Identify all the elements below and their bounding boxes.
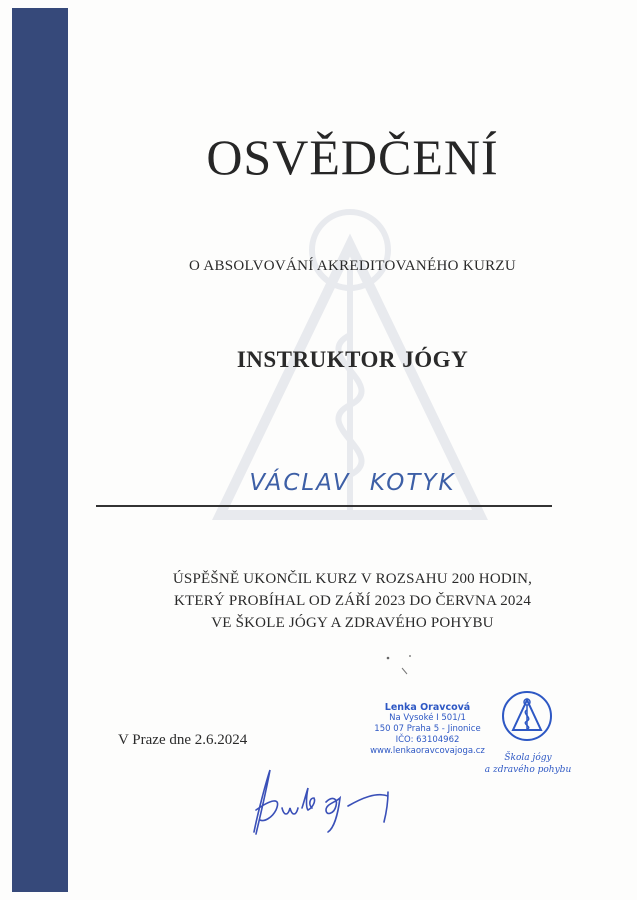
stamp-city: 150 07 Praha 5 - Jinonice (374, 724, 481, 734)
completion-statement (68, 568, 637, 634)
stamp-caption (482, 752, 574, 776)
statement-line: ÚSPĚŠNĚ UKONČIL KURZ V ROZSAHU 200 HODIN, (172, 571, 533, 587)
stamp-address (360, 702, 495, 757)
certificate-title: OSVĚDČENÍ (206, 129, 499, 185)
stamp-ico: IČO: 63104962 (395, 735, 460, 745)
stamp-web: www.lenkaoravcovajoga.cz (370, 746, 485, 756)
left-color-band (12, 8, 68, 892)
recipient-underline (96, 505, 552, 507)
stamp-caption-line: Škola jógy (504, 753, 552, 763)
recipient-name: VÁCLAV KOTYK (249, 470, 456, 496)
place-and-date: V Praze dne 2.6.2024 (118, 732, 248, 748)
ink-specks (380, 650, 430, 680)
stamp-caption-line: a zdravého pohybu (484, 765, 572, 775)
stamp-name: Lenka Oravcová (384, 702, 471, 713)
statement-line: VE ŠKOLE JÓGY A ZDRAVÉHO POHYBU (211, 615, 494, 631)
course-name: INSTRUKTOR JÓGY (236, 347, 469, 372)
handwritten-signature (236, 762, 436, 842)
stamp-street: Na Vysoké I 501/1 (389, 713, 466, 723)
certificate-subtitle: O ABSOLVOVÁNÍ AKREDITOVANÉHO KURZU (188, 258, 517, 274)
statement-line: KTERÝ PROBÍHAL OD ZÁŘÍ 2023 DO ČERVNA 2024 (173, 593, 532, 609)
